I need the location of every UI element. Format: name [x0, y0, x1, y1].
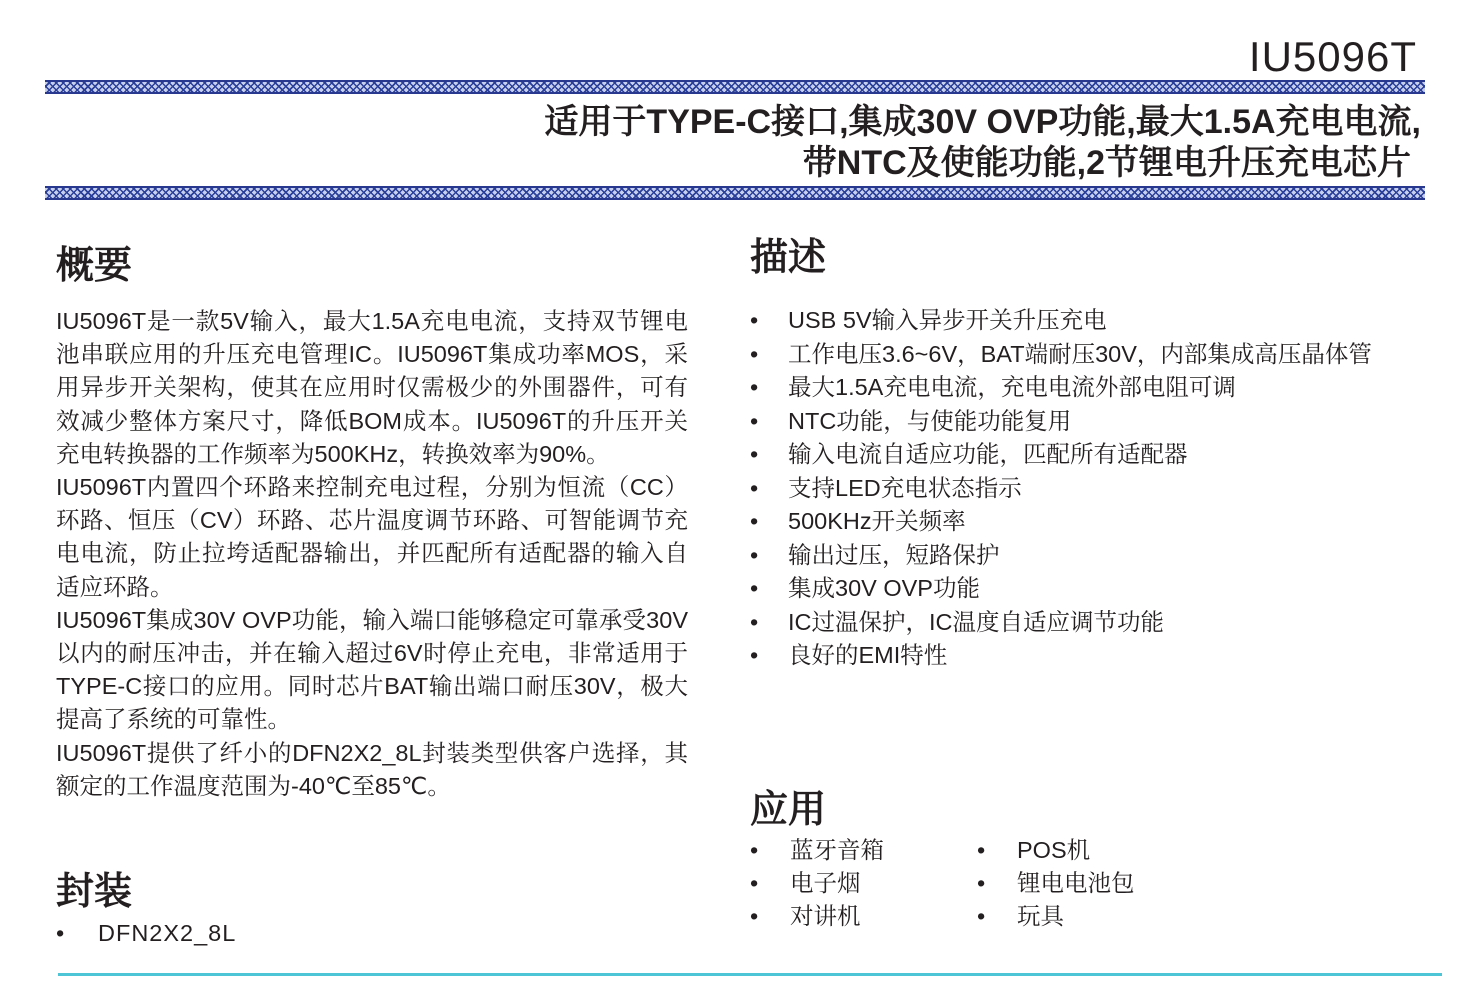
bullet-dot: • — [750, 474, 759, 501]
package-item — [56, 917, 236, 950]
bullet-dot: • — [977, 837, 986, 863]
overview-paragraph: IU5096T是一款5V输入，最大1.5A充电电流，支持双节锂电池串联应用的升压充电管理IC。IU5096T集成功率MOS，采用异步开关架构，使其在应用时仅需极少的外围器件，可有效减少整体方案尺寸，降低BOM成本。IU5096T的升压开关充电转换器的工作频率为500KHz，转换效率为90%。 — [56, 308, 688, 467]
description-list — [750, 304, 1372, 673]
bullet-dot: • — [750, 608, 759, 635]
list-item-text: 500KHz开关频率 — [788, 508, 966, 534]
list-item-text: 良好的EMI特性 — [788, 642, 948, 668]
bullet-dot: • — [750, 307, 759, 333]
list-item-text: 工作电压3.6~6V，BAT端耐压30V，内部集成高压晶体管 — [788, 340, 1372, 367]
list-item-text: 支持LED充电状态指示 — [788, 474, 1022, 501]
list-item — [750, 472, 1372, 506]
applications-list-column-2 — [977, 834, 1135, 933]
list-item — [750, 338, 1372, 372]
list-item — [977, 867, 1135, 900]
overview-paragraph: IU5096T内置四个环路来控制充电过程，分别为恒流（CC）环路、恒压（CV）环路、芯片温度调节环路、可智能调节充电电流，防止拉垮适配器输出，并匹配所有适配器的输入自适应环路。 — [56, 474, 688, 600]
overview-heading: 概要 — [56, 245, 133, 287]
list-item — [750, 572, 1372, 606]
bullet-dot: • — [750, 903, 759, 929]
package-heading: 封装 — [56, 871, 133, 913]
bullet-dot: • — [56, 920, 66, 946]
list-item — [750, 438, 1372, 472]
list-item-text: NTC功能，与使能功能复用 — [788, 407, 1072, 434]
footer-rule — [58, 973, 1442, 976]
package-item-label: DFN2X2_8L — [98, 920, 237, 946]
list-item-text: 玩具 — [1017, 903, 1064, 929]
bullet-dot: • — [750, 642, 759, 668]
applications-list-column-1 — [750, 834, 884, 933]
list-item-text: 最大1.5A充电电流，充电电流外部电阻可调 — [788, 374, 1236, 400]
part-number: IU5096T — [1248, 33, 1417, 80]
bullet-dot: • — [750, 407, 759, 434]
overview-body — [56, 305, 688, 803]
bullet-dot: • — [750, 508, 759, 534]
bullet-dot: • — [750, 374, 759, 400]
list-item — [977, 900, 1135, 933]
list-item — [750, 639, 1372, 673]
header-band-top — [45, 80, 1425, 94]
bullet-dot: • — [977, 870, 986, 896]
bullet-dot: • — [750, 340, 759, 367]
list-item-text: 输出过压，短路保护 — [788, 541, 1000, 568]
list-item-text: 蓝牙音箱 — [790, 837, 884, 863]
overview-paragraph: IU5096T集成30V OVP功能，输入端口能够稳定可靠承受30V以内的耐压冲击，并在输入超过6V时停止充电，非常适用于TYPE-C接口的应用。同时芯片BAT输出端口耐压30V，极大提高了系统的可靠性。 — [56, 606, 688, 733]
subtitle-line-1: 适用于TYPE-C接口,集成30V OVP功能,最大1.5A充电电流, — [544, 103, 1421, 141]
description-heading: 描述 — [750, 237, 827, 279]
bullet-dot: • — [750, 575, 759, 601]
list-item — [750, 834, 884, 867]
list-item — [750, 539, 1372, 573]
bullet-dot: • — [750, 541, 759, 568]
applications-heading: 应用 — [750, 789, 827, 831]
list-item — [977, 834, 1135, 867]
list-item — [750, 867, 884, 900]
list-item-text: IC过温保护，IC温度自适应调节功能 — [788, 608, 1164, 635]
bullet-dot: • — [750, 870, 759, 896]
list-item — [750, 304, 1372, 338]
list-item-text: 锂电电池包 — [1017, 870, 1135, 896]
header-band-bottom — [45, 186, 1425, 200]
bullet-dot: • — [750, 441, 759, 467]
subtitle-line-2: 带NTC及使能功能,2节锂电升压充电芯片 — [802, 144, 1411, 182]
list-item — [750, 371, 1372, 405]
list-item-text: 对讲机 — [790, 903, 861, 929]
overview-paragraph: IU5096T提供了纤小的DFN2X2_8L封装类型供客户选择，其额定的工作温度范围为-40℃至85℃。 — [56, 739, 688, 799]
list-item — [750, 606, 1372, 640]
document-subtitle — [544, 102, 1421, 184]
bullet-dot: • — [750, 837, 759, 863]
list-item — [750, 405, 1372, 439]
bullet-dot: • — [977, 903, 986, 929]
list-item-text: USB 5V输入异步开关升压充电 — [788, 307, 1107, 333]
list-item — [750, 505, 1372, 539]
list-item-text: POS机 — [1017, 837, 1091, 863]
list-item-text: 输入电流自适应功能，匹配所有适配器 — [788, 441, 1188, 467]
list-item-text: 集成30V OVP功能 — [788, 575, 980, 601]
list-item-text: 电子烟 — [790, 870, 861, 896]
package-list — [56, 917, 236, 950]
list-item — [750, 900, 884, 933]
